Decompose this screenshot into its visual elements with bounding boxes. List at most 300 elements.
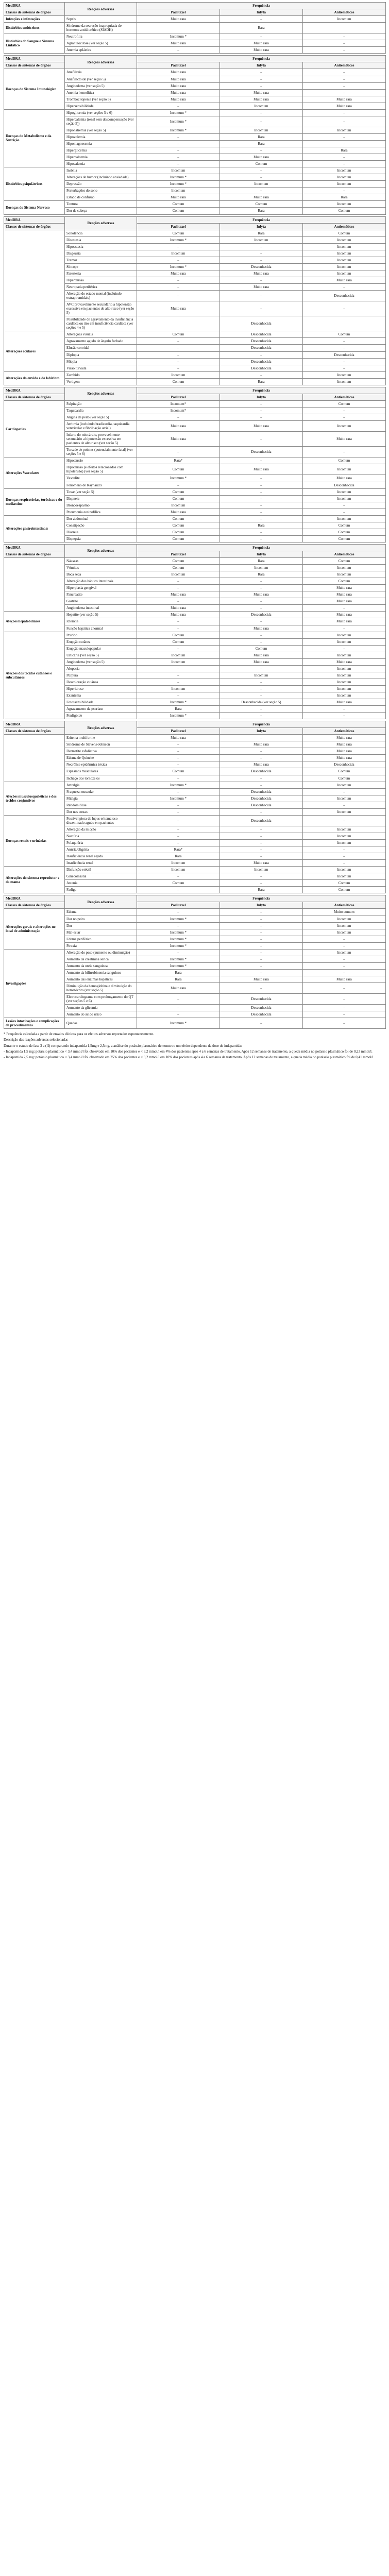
reaction-cell: Insuficiência renal aguda — [65, 853, 137, 860]
footnote-text: - Indapamida 1,5 mg: potássio plasmático < 3,4 mmol/l foi observado em 10% dos pacientes e < 3,2 mmol/l em 4% dos pacientes após 4 a 6 semanas de tratamento. Após 12 semanas de tratamento, a queda média no potássio plasmático foi de 0,23 mmol/l. — [4, 1049, 373, 1054]
reaction-cell: Alterações de humor (incluindo ansiedade) — [65, 174, 137, 181]
frequency-cell: Comum — [137, 522, 220, 529]
table-row — [4, 909, 386, 916]
frequency-cell: Comum — [137, 880, 220, 887]
reaction-header: Reações adversas — [65, 56, 137, 69]
frequency-cell: Desconhecida — [220, 263, 303, 270]
frequency-cell: – — [220, 692, 303, 699]
frequency-cell: Incomum * — [137, 956, 220, 962]
frequency-cell: Desconhecida — [220, 612, 303, 618]
reaction-cell: Possibilidade de agravamento da insuficiência cardíaca ou tiro em insuficiência cardíaca (ver seções 4 e 5) — [65, 316, 137, 331]
frequency-cell: – — [303, 815, 386, 826]
frequency-cell: Muito rara — [220, 464, 303, 475]
organ-class-cell: Alterações do ouvido e do labirinto — [4, 371, 65, 385]
frequency-cell: – — [303, 154, 386, 161]
frequency-cell: – — [137, 358, 220, 365]
frequency-cell: Incomum — [303, 263, 386, 270]
frequency-cell: Rara — [220, 230, 303, 236]
organ-class-cell: Afeções hepatobiliares — [4, 612, 65, 632]
frequency-cell: Muito rara — [137, 82, 220, 89]
table-row — [4, 331, 386, 338]
frequency-cell: Comum — [303, 768, 386, 775]
frequency-cell: Comum — [220, 201, 303, 208]
table-row — [4, 1018, 386, 1029]
frequency-cell: – — [220, 873, 303, 880]
frequency-cell: Muito rara — [220, 591, 303, 598]
frequency-cell: Comum — [303, 400, 386, 407]
reaction-cell: Penfigóide — [65, 713, 137, 719]
frequency-cell: Incomum — [303, 692, 386, 699]
organ-class-cell: Lesões intoxicações e complicações de procedimentos — [4, 1018, 65, 1029]
frequency-cell: Muito rara — [303, 432, 386, 447]
frequency-cell: Desconhecida — [220, 338, 303, 345]
reaction-cell: Hipotensão — [65, 457, 137, 464]
frequency-cell: Muito rara — [137, 605, 220, 612]
frequency-cell: Comum — [137, 208, 220, 214]
frequency-cell: Muito rara — [137, 16, 220, 23]
frequency-header: Frequência — [137, 216, 386, 223]
frequency-cell: Muito rara — [303, 976, 386, 982]
frequency-cell: Comum — [137, 495, 220, 502]
frequency-cell: – — [137, 833, 220, 839]
frequency-cell: Muito rara — [137, 982, 220, 993]
frequency-cell: – — [220, 638, 303, 645]
frequency-cell: – — [220, 502, 303, 509]
frequency-cell: Incomum — [303, 665, 386, 672]
organ-class-cell: Doenças renais e urinárias — [4, 815, 65, 866]
frequency-cell: Muito rara — [303, 735, 386, 741]
frequency-cell: – — [137, 147, 220, 154]
frequency-cell: – — [220, 679, 303, 685]
column-header: Inlyta — [220, 551, 303, 557]
footnote-text: * Frequência calculada a partir de ensaios clínicos para os efeitos adversos reportados espontaneamente. — [4, 1032, 154, 1037]
frequency-cell: Muito rara — [303, 103, 386, 109]
frequency-cell: – — [220, 33, 303, 40]
organ-class-cell: Distúrbios do Sangue e Sistema Linfático — [4, 33, 65, 54]
column-header: Antieméticos — [303, 394, 386, 400]
frequency-cell: – — [137, 482, 220, 488]
reaction-cell: Alteração dos hábitos intestinais — [65, 578, 137, 585]
reaction-cell: Alteração do peso (aumento ou diminuição) — [65, 949, 137, 956]
frequency-cell: – — [137, 1011, 220, 1018]
frequency-cell: Muito rara — [137, 612, 220, 618]
frequency-cell: Muito rara — [137, 301, 220, 316]
reaction-cell: Edema — [65, 909, 137, 916]
frequency-cell: – — [137, 748, 220, 755]
frequency-cell: Incomum * — [137, 699, 220, 706]
frequency-cell: Incomum — [303, 495, 386, 502]
reaction-cell: Parestesia — [65, 270, 137, 277]
frequency-cell: Muito rara — [303, 598, 386, 605]
reaction-cell: Anúria/oligúria — [65, 846, 137, 853]
reaction-cell: Angioedema (ver seção 5) — [65, 658, 137, 665]
frequency-cell: Comum — [303, 522, 386, 529]
frequency-header: Frequência — [137, 387, 386, 394]
frequency-cell: Incomum — [303, 916, 386, 922]
reaction-cell: Tremor — [65, 257, 137, 263]
frequency-cell: Desconhecida — [303, 482, 386, 488]
table-row — [4, 201, 386, 208]
frequency-cell: Comum — [303, 535, 386, 542]
frequency-cell: – — [220, 706, 303, 713]
column-header: Antieméticos — [303, 902, 386, 909]
frequency-cell: Muito rara — [303, 277, 386, 283]
frequency-cell: Comum — [137, 638, 220, 645]
frequency-cell: Incomum — [220, 867, 303, 873]
frequency-cell: Incomum * — [137, 33, 220, 40]
frequency-cell: Incomum * — [137, 936, 220, 942]
frequency-cell: – — [220, 495, 303, 502]
frequency-cell: – — [137, 243, 220, 250]
reaction-cell: Hiperidrose — [65, 685, 137, 692]
frequency-cell: – — [220, 371, 303, 378]
footnote-text: Descrição das reações adversas selecionadas — [4, 1038, 68, 1042]
frequency-cell: Muito rara — [220, 270, 303, 277]
frequency-cell: Muito rara — [220, 40, 303, 47]
reaction-cell: Dor de cabeça — [65, 208, 137, 214]
frequency-cell: Rara — [137, 969, 220, 976]
frequency-cell: Comum — [137, 201, 220, 208]
reaction-cell: Hipoglicemia (ver seções 5 e 6) — [65, 109, 137, 116]
table-7 — [4, 895, 386, 1029]
frequency-cell: – — [137, 447, 220, 457]
frequency-cell: Comum — [220, 161, 303, 167]
reaction-cell: Síncope — [65, 263, 137, 270]
frequency-cell: – — [303, 188, 386, 194]
document-page — [0, 0, 389, 1066]
reaction-cell: Anafilaxia — [65, 69, 137, 76]
reaction-cell: Aumento das enzimas hepáticas — [65, 976, 137, 982]
frequency-cell: – — [220, 782, 303, 788]
class-header: Classes de sistemas de órgãos — [4, 551, 65, 557]
frequency-cell: Incomum * — [137, 713, 220, 719]
frequency-cell: – — [137, 351, 220, 358]
frequency-cell: – — [303, 706, 386, 713]
reaction-cell: Miopia — [65, 358, 137, 365]
frequency-cell: Incomum — [303, 127, 386, 133]
reaction-cell: Alteração do estado mental (incluindo extrapiramidais) — [65, 291, 137, 301]
frequency-cell: – — [303, 365, 386, 371]
frequency-header: Frequência — [137, 544, 386, 551]
reaction-cell: Taquicardia — [65, 407, 137, 414]
frequency-cell: Rara — [303, 147, 386, 154]
frequency-cell: – — [220, 351, 303, 358]
frequency-cell: – — [220, 942, 303, 949]
frequency-cell: Incomum — [303, 949, 386, 956]
reaction-cell: Sonolência — [65, 230, 137, 236]
frequency-cell: Incomum — [137, 188, 220, 194]
frequency-cell: Rara* — [137, 457, 220, 464]
frequency-cell: – — [137, 338, 220, 345]
organ-class-cell: Infecções e infestações — [4, 16, 65, 23]
frequency-cell: – — [220, 808, 303, 815]
frequency-cell: – — [137, 922, 220, 929]
frequency-cell: Incomum — [137, 571, 220, 578]
frequency-cell: Desconhecida — [303, 761, 386, 768]
frequency-cell: Desconhecida — [220, 447, 303, 457]
reaction-cell: Angina de peito (ver seção 5) — [65, 414, 137, 420]
reaction-cell: Hipoestesia — [65, 243, 137, 250]
frequency-cell: – — [220, 109, 303, 116]
reaction-cell: Vómitos — [65, 565, 137, 571]
reaction-cell: Broncoespasmo — [65, 502, 137, 509]
column-header: Inlyta — [220, 394, 303, 400]
organ-class-cell: Doenças do Sistema Imunológico — [4, 69, 65, 109]
frequency-cell: – — [303, 76, 386, 82]
frequency-cell: Incomum* — [137, 400, 220, 407]
frequency-cell: Incomum * — [137, 916, 220, 922]
table-row — [4, 949, 386, 956]
table-row — [4, 815, 386, 826]
frequency-cell: – — [220, 82, 303, 89]
frequency-cell: Muito rara — [220, 761, 303, 768]
reaction-cell: Ginecomastia — [65, 873, 137, 880]
frequency-cell: – — [220, 833, 303, 839]
frequency-cell: Incomum * — [137, 263, 220, 270]
frequency-cell: Desconhecida — [220, 815, 303, 826]
frequency-cell: – — [220, 665, 303, 672]
organ-class-cell: Doenças do Sistema Nervoso — [4, 201, 65, 214]
reaction-cell: Disgeusia — [65, 250, 137, 257]
frequency-cell: – — [303, 962, 386, 969]
table-row — [4, 457, 386, 464]
frequency-cell: – — [220, 982, 303, 993]
reaction-cell: Mialgia — [65, 795, 137, 802]
frequency-cell — [137, 23, 220, 33]
frequency-cell: – — [137, 808, 220, 815]
frequency-cell: Muito rara — [137, 735, 220, 741]
frequency-cell: – — [220, 301, 303, 316]
frequency-cell: – — [220, 826, 303, 833]
frequency-cell: Incomum — [220, 127, 303, 133]
frequency-cell — [137, 316, 220, 331]
frequency-cell: Muito rara — [303, 748, 386, 755]
frequency-cell: – — [220, 243, 303, 250]
frequency-cell: Muito rara — [220, 89, 303, 96]
frequency-cell: – — [220, 969, 303, 976]
organ-class-cell: Distúrbios endócrinos — [4, 23, 65, 33]
organ-class-cell: Afeções musculosqueléticas e dos tecidos conjuntivos — [4, 782, 65, 815]
class-header: Classes de sistemas de órgãos — [4, 223, 65, 230]
frequency-cell: Rara — [220, 133, 303, 140]
reaction-cell: Estado de confusão — [65, 194, 137, 201]
reaction-cell: Hipocalemia — [65, 161, 137, 167]
frequency-cell: – — [137, 345, 220, 351]
organ-class-cell: Distúrbios psiquiátricos — [4, 167, 65, 201]
reaction-cell: Aumento da glicemia — [65, 1005, 137, 1011]
frequency-cell: – — [303, 89, 386, 96]
frequency-cell: Rara — [220, 208, 303, 214]
frequency-cell: – — [137, 1005, 220, 1011]
frequency-cell: Incomum — [303, 371, 386, 378]
frequency-cell: – — [220, 116, 303, 127]
frequency-cell: – — [137, 365, 220, 371]
frequency-cell: – — [220, 962, 303, 969]
frequency-cell: Desconhecida — [220, 365, 303, 371]
frequency-cell: Muito rara — [220, 652, 303, 658]
reaction-cell: Exantema — [65, 692, 137, 699]
reaction-cell: Mal-estar — [65, 929, 137, 936]
reaction-cell: Aumento da creatinina sérica — [65, 956, 137, 962]
reaction-cell: Púrpura — [65, 672, 137, 679]
table-row — [4, 612, 386, 618]
frequency-cell: Incomum — [303, 181, 386, 188]
frequency-cell: Incomum — [303, 565, 386, 571]
reaction-cell: Hipomagnesemia — [65, 140, 137, 147]
reaction-cell: Náuseas — [65, 558, 137, 565]
frequency-cell: – — [303, 969, 386, 976]
footnote-text: Durante o estudo de fase 3 a (II) comparando indapamida 1,5mg e 2,5mg, a análise do potássio plasmático demonstrou um efeito dependente da dose de indapamida: — [4, 1043, 242, 1048]
frequency-cell: – — [137, 994, 220, 1005]
frequency-cell: – — [137, 949, 220, 956]
frequency-cell: Rara* — [137, 846, 220, 853]
reaction-cell: Necrólise epidérmica tóxica — [65, 761, 137, 768]
frequency-cell: – — [137, 826, 220, 833]
column-header: Paclitaxel — [137, 223, 220, 230]
reaction-cell: Disfunção eréctil — [65, 867, 137, 873]
frequency-cell: – — [137, 788, 220, 795]
frequency-cell: – — [303, 802, 386, 808]
frequency-cell: Comum — [137, 230, 220, 236]
frequency-cell: Comum — [303, 775, 386, 782]
frequency-cell: – — [137, 47, 220, 54]
frequency-cell: – — [220, 1018, 303, 1029]
frequency-cell: – — [220, 598, 303, 605]
frequency-cell: Incomum * — [137, 1018, 220, 1029]
frequency-cell: – — [220, 880, 303, 887]
organ-class-cell: Alterações Vasculares — [4, 457, 65, 488]
frequency-cell: – — [303, 788, 386, 795]
table-4 — [4, 387, 386, 543]
frequency-cell: – — [303, 936, 386, 942]
frequency-cell: Muito rara — [137, 591, 220, 598]
reaction-cell: Angioedema (ver seção 5) — [65, 82, 137, 89]
reaction-cell: Perturbações do sono — [65, 188, 137, 194]
frequency-cell — [303, 23, 386, 33]
reaction-cell: Pirexia — [65, 942, 137, 949]
frequency-cell: Desconhecida — [220, 802, 303, 808]
frequency-cell: Muito rara — [303, 585, 386, 591]
frequency-cell: – — [220, 846, 303, 853]
frequency-cell: – — [137, 161, 220, 167]
frequency-cell: Rara — [220, 571, 303, 578]
frequency-cell: – — [220, 529, 303, 535]
table-row — [4, 782, 386, 788]
reaction-cell: Efusão coroidal — [65, 345, 137, 351]
frequency-cell: Desconhecida (ver seção 5) — [220, 699, 303, 706]
frequency-cell: – — [137, 257, 220, 263]
frequency-cell: Rara — [137, 853, 220, 860]
frequency-cell: Incomum — [303, 515, 386, 522]
reaction-cell: Trombocitopenia (ver seção 5) — [65, 96, 137, 103]
reaction-cell: Rabdomiólise — [65, 802, 137, 808]
frequency-cell: Comum — [303, 331, 386, 338]
frequency-cell: – — [137, 873, 220, 880]
column-header: Inlyta — [220, 9, 303, 16]
frequency-cell: – — [220, 488, 303, 495]
frequency-cell: Incomum — [220, 565, 303, 571]
frequency-cell: Muito rara — [303, 96, 386, 103]
frequency-cell: – — [137, 154, 220, 161]
frequency-cell: – — [303, 33, 386, 40]
frequency-cell: Incomum — [303, 685, 386, 692]
class-header: Classes de sistemas de órgãos — [4, 728, 65, 735]
frequency-cell: – — [220, 16, 303, 23]
reaction-cell: AVC provavelmente secundário a hipotensão excessiva em pacientes de alto risco (ver seção 5) — [65, 301, 137, 316]
frequency-cell: Incomum — [137, 658, 220, 665]
frequency-cell: – — [220, 291, 303, 301]
frequency-cell: – — [303, 605, 386, 612]
reaction-cell: Zumbido — [65, 371, 137, 378]
reaction-header: Reações adversas — [65, 387, 137, 400]
frequency-cell: Muito rara — [137, 270, 220, 277]
frequency-cell: – — [220, 147, 303, 154]
reaction-cell: Polaquiúria — [65, 840, 137, 846]
frequency-cell: Incomum — [303, 652, 386, 658]
reaction-cell: Dispepsia — [65, 535, 137, 542]
frequency-cell: Muito rara — [220, 154, 303, 161]
frequency-cell: Comum — [303, 887, 386, 893]
frequency-cell: Incomum * — [137, 929, 220, 936]
organ-class-cell — [4, 735, 65, 782]
frequency-cell: – — [137, 815, 220, 826]
reaction-cell: Dor nas costas — [65, 808, 137, 815]
table-row — [4, 33, 386, 40]
frequency-cell: – — [137, 283, 220, 290]
frequency-cell: – — [303, 942, 386, 949]
frequency-cell: Incomum — [303, 929, 386, 936]
frequency-cell: Incomum * — [137, 236, 220, 243]
frequency-cell: Incomum — [303, 632, 386, 638]
frequency-cell: Desconhecida — [220, 768, 303, 775]
frequency-cell: – — [220, 277, 303, 283]
reaction-cell: Anemia aplástica — [65, 47, 137, 54]
frequency-cell: – — [303, 338, 386, 345]
frequency-cell: Comum — [137, 515, 220, 522]
frequency-cell: – — [303, 40, 386, 47]
frequency-cell: Incomum — [137, 685, 220, 692]
frequency-cell: Incomum * — [137, 475, 220, 482]
reaction-cell: Depressão — [65, 181, 137, 188]
frequency-cell: Muito rara — [137, 76, 220, 82]
frequency-cell: – — [303, 625, 386, 632]
frequency-cell: Incomum — [303, 257, 386, 263]
frequency-cell: – — [220, 713, 303, 719]
frequency-cell: – — [220, 949, 303, 956]
frequency-header: Frequência — [137, 56, 386, 62]
reaction-cell: Hipersensibilidade — [65, 103, 137, 109]
frequency-cell: Incomum — [303, 378, 386, 385]
frequency-cell: – — [137, 618, 220, 625]
frequency-cell: Incomum — [303, 867, 386, 873]
table-2 — [4, 55, 386, 214]
frequency-cell: Incomum — [303, 270, 386, 277]
frequency-cell: – — [137, 103, 220, 109]
frequency-cell: – — [303, 860, 386, 867]
reaction-cell: Aumento do ácido úrico — [65, 1011, 137, 1018]
frequency-cell: Muito rara — [137, 40, 220, 47]
reaction-cell: Boca seca — [65, 571, 137, 578]
frequency-cell: – — [137, 761, 220, 768]
frequency-cell: Desconhecida — [220, 788, 303, 795]
frequency-cell: – — [220, 407, 303, 414]
frequency-cell: Incomum * — [137, 962, 220, 969]
reaction-cell: Alterações visuais — [65, 331, 137, 338]
reaction-cell: Artralgia — [65, 782, 137, 788]
reaction-cell: Quedas — [65, 1018, 137, 1029]
frequency-cell: – — [137, 578, 220, 585]
frequency-cell: Muito rara — [303, 699, 386, 706]
